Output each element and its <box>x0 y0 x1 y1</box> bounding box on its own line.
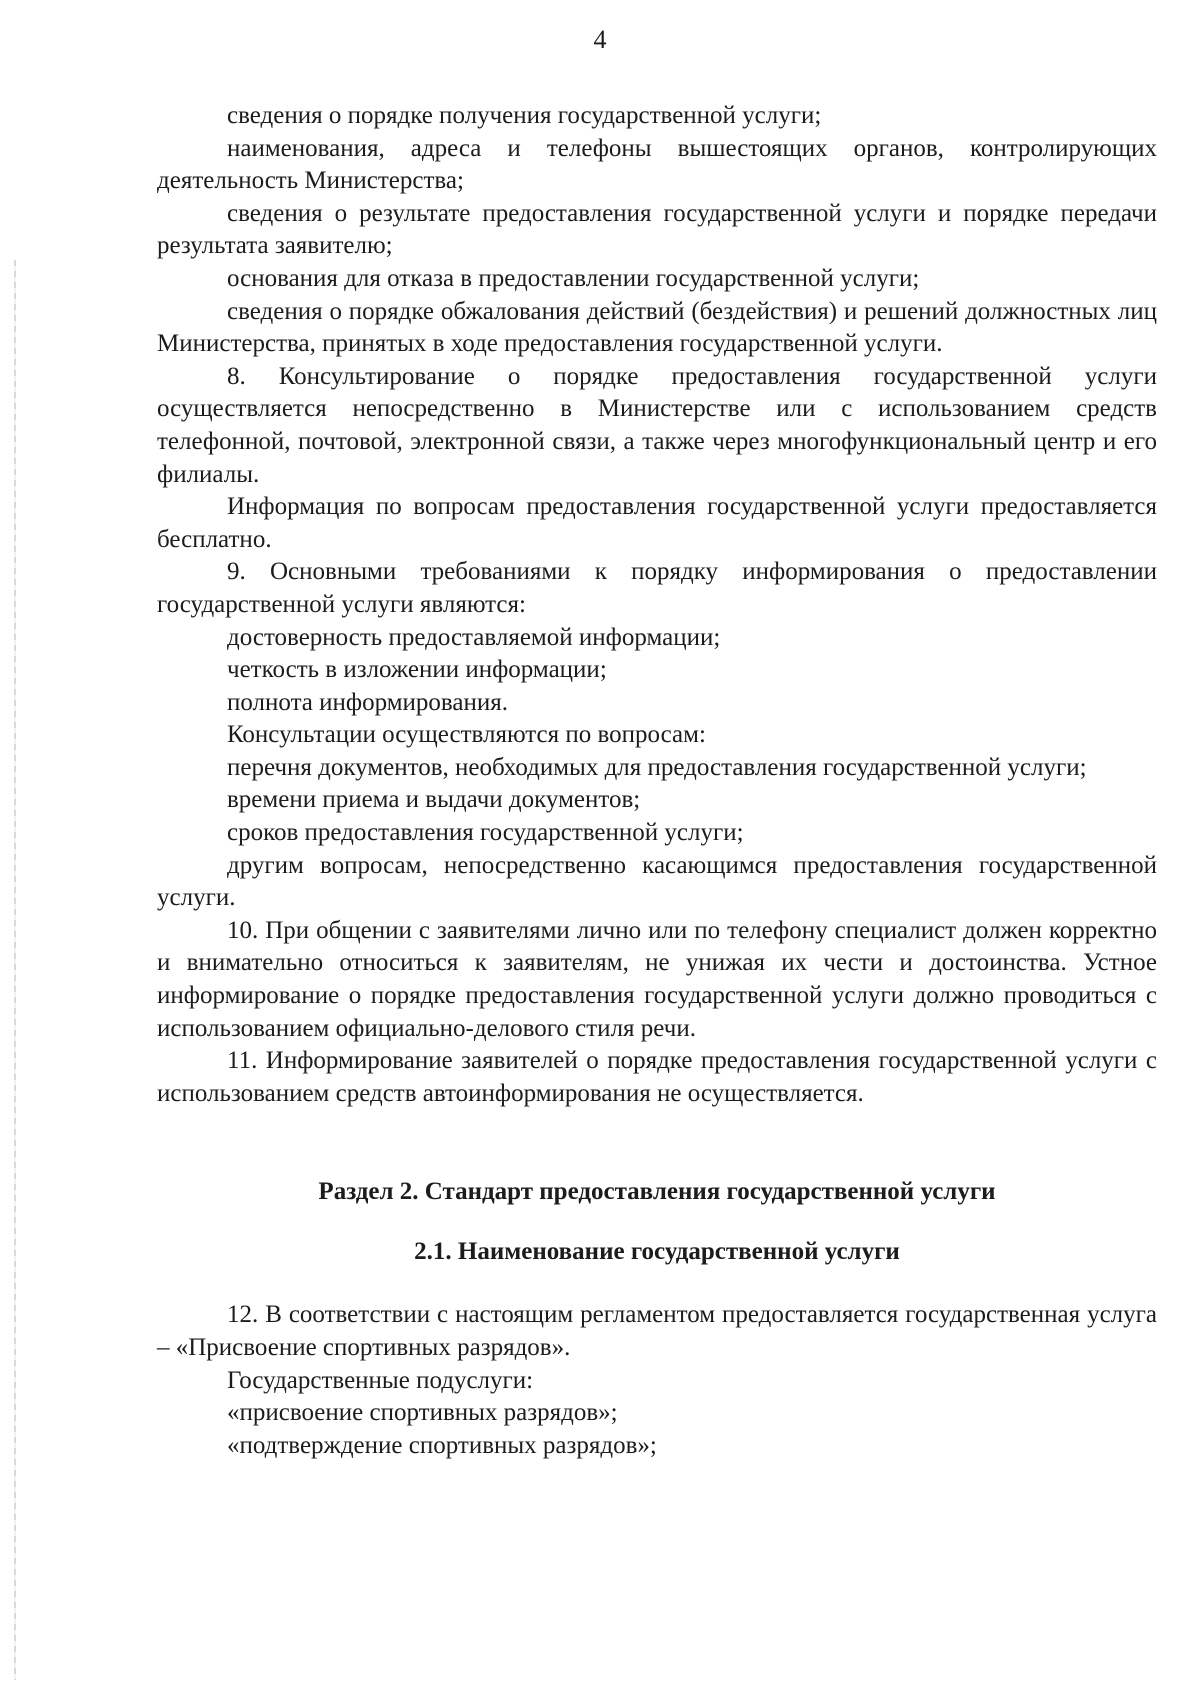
paragraph: сведения о порядке обжалования действий (бездействия) и решений должностных лиц Министерства, принятых в ходе предоставления государственной услуги. <box>157 297 1157 358</box>
paragraph: перечня документов, необходимых для предоставления государственной услуги; <box>227 753 1087 781</box>
section-heading: Раздел 2. Стандарт предоставления государственной услуги <box>318 1178 996 1206</box>
paragraph: сроков предоставления государственной услуги; <box>227 819 744 847</box>
paragraphs-after-section <box>157 1299 1157 1462</box>
paragraph-item-8: 8. Консультирование о порядке предоставления государственной услуги осуществляется непосредственно в Министерстве или с использованием средств телефонной, почтовой, электронной связи, а также через многофункциональный центр и его филиалы. <box>157 362 1157 488</box>
subsection-heading: 2.1. Наименование государственной услуги <box>414 1238 900 1266</box>
paragraph: сведения о порядке получения государственной услуги; <box>227 102 822 129</box>
paragraph: Государственные подуслуги: <box>227 1366 534 1394</box>
paragraph: основания для отказа в предоставлении государственной услуги; <box>227 264 920 292</box>
paragraph: полнота информирования. <box>227 688 509 716</box>
paragraph: наименования, адреса и телефоны вышестоящих органов, контролирующих деятельность Министерства; <box>157 134 1157 195</box>
paragraph: достоверность предоставляемой информации; <box>227 623 721 651</box>
paragraph: другим вопросам, непосредственно касающимся предоставления государственной услуги. <box>157 851 1157 912</box>
paragraphs-before-section <box>157 100 1157 1110</box>
paragraph: сведения о результате предоставления государственной услуги и порядке передачи результата заявителю; <box>157 199 1157 260</box>
paragraph-item-11: 11. Информирование заявителей о порядке предоставления государственной услуги с использованием средств автоинформирования не осуществляется. <box>157 1047 1157 1107</box>
page-number: 4 <box>593 25 607 54</box>
paragraph-item-9: 9. Основными требованиями к порядку информирования о предоставлении государственной услуги являются: <box>157 558 1157 618</box>
paragraph: «подтверждение спортивных разрядов»; <box>227 1431 657 1459</box>
paragraph-item-12: 12. В соответствии с настоящим регламентом предоставляется государственная услуга – «Присвоение спортивных разрядов». <box>157 1301 1157 1361</box>
document-body <box>157 100 1157 1462</box>
scan-margin-artifact <box>14 260 16 1680</box>
paragraph: Информация по вопросам предоставления государственной услуги предоставляется бесплатно. <box>157 493 1157 553</box>
paragraph: «присвоение спортивных разрядов»; <box>227 1399 618 1427</box>
paragraph: четкость в изложении информации; <box>227 656 607 684</box>
paragraph-item-10: 10. При общении с заявителями лично или по телефону специалист должен корректно и внимательно относиться к заявителям, не унижая их чести и достоинства. Устное информирование о порядке предоставления государственной услуги должно проводиться с использованием официально-делового стиля речи. <box>157 916 1157 1042</box>
paragraph: Консультации осуществляются по вопросам: <box>227 721 706 749</box>
paragraph: времени приема и выдачи документов; <box>227 786 641 814</box>
